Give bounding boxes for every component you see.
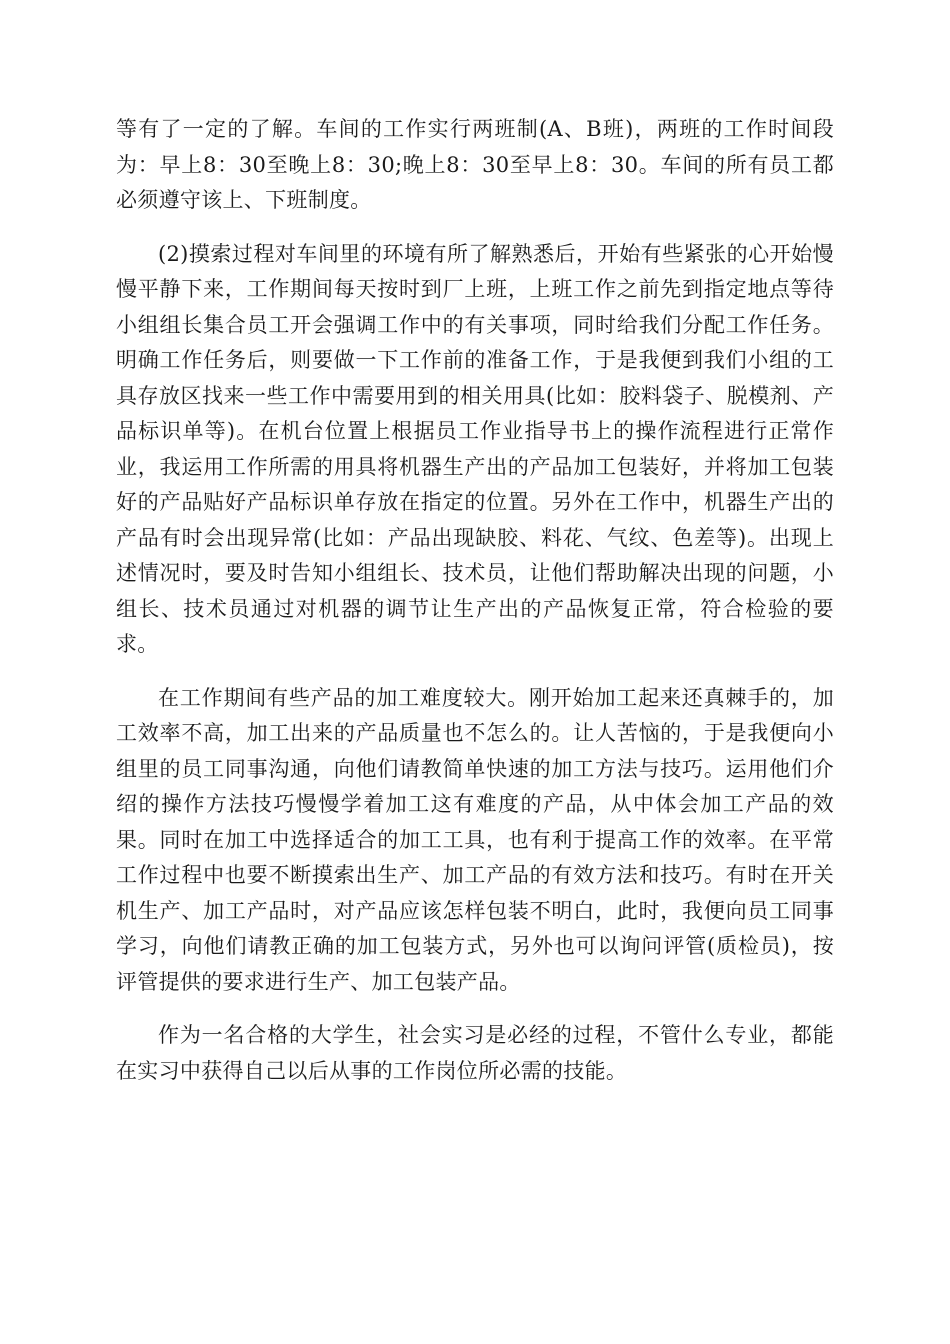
document-page	[116, 112, 834, 1107]
paragraph-processing-difficulty: 在工作期间有些产品的加工难度较大。刚开始加工起来还真棘手的，加工效率不高，加工出来的产品质量也不怎么的。让人苦恼的，于是我便向小组里的员工同事沟通，向他们请教简单快速的加工方法与技巧。运用他们介绍的操作方法技巧慢慢学着加工这有难度的产品，从中体会加工产品的效果。同时在加工中选择适合的加工工具，也有利于提高工作的效率。在平常工作过程中也要不断摸索出生产、加工产品的有效方法和技巧。有时在开关机生产、加工产品时，对产品应该怎样包装不明白，此时，我便向员工同事学习，向他们请教正确的加工包装方式，另外也可以询问评管(质检员)，按评管提供的要求进行生产、加工包装产品。	[116, 685, 834, 994]
paragraph-shift-schedule: 等有了一定的了解。车间的工作实行两班制(A、B班)，两班的工作时间段为：早上8：30至晚上8：30;晚上8：30至早上8：30。车间的所有员工都必须遵守该上、下班制度。	[116, 117, 834, 212]
paragraph-exploration-process: (2)摸索过程对车间里的环境有所了解熟悉后，开始有些紧张的心开始慢慢平静下来，工作期间每天按时到厂上班，上班工作之前先到指定地点等待小组组长集合员工开会强调工作中的有关事项，同时给我们分配工作任务。明确工作任务后，则要做一下工作前的准备工作，于是我便到我们小组的工具存放区找来一些工作中需要用到的相关用具(比如：胶料袋子、脱模剂、产品标识单等)。在机台位置上根据员工作业指导书上的操作流程进行正常作业，我运用工作所需的用具将机器生产出的产品加工包装好，并将加工包装好的产品贴好产品标识单存放在指定的位置。另外在工作中，机器生产出的产品有时会出现异常(比如：产品出现缺胶、料花、气纹、色差等)。出现上述情况时，要及时告知小组组长、技术员，让他们帮助解决出现的问题，小组长、技术员通过对机器的调节让生产出的产品恢复正常，符合检验的要求。	[116, 241, 834, 656]
paragraph-conclusion: 作为一名合格的大学生，社会实习是必经的过程，不管什么专业，都能在实习中获得自己以后从事的工作岗位所必需的技能。	[116, 1023, 834, 1083]
